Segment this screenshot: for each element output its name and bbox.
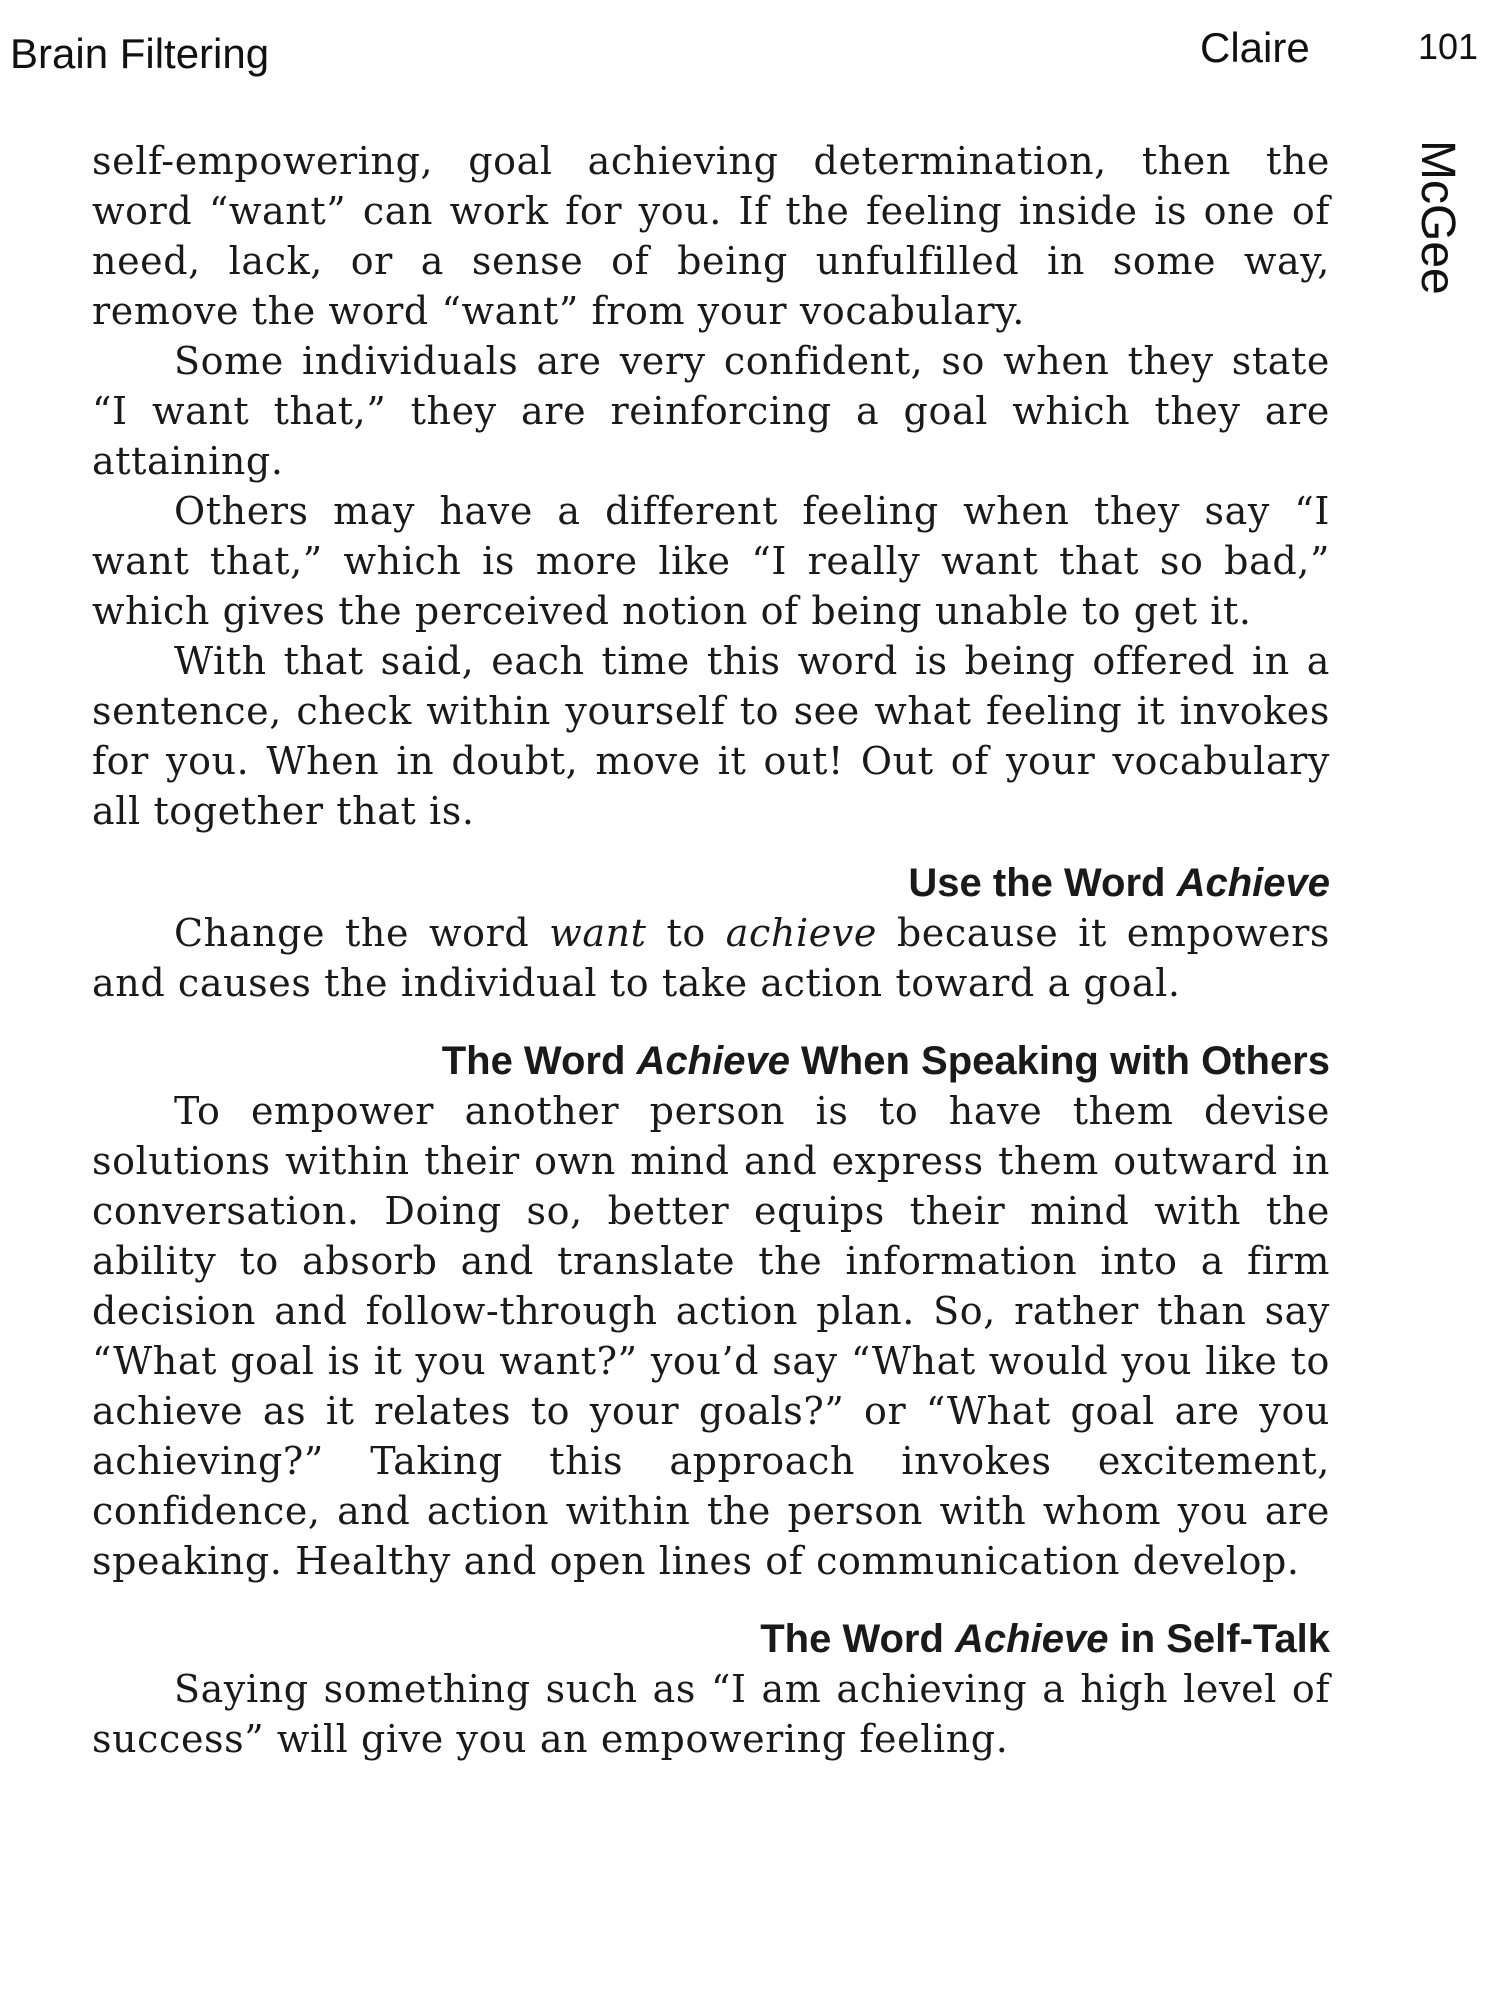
heading-text: Use the Word (908, 861, 1177, 905)
paragraph-text: to (646, 911, 726, 955)
heading-text: in Self-Talk (1108, 1617, 1330, 1661)
paragraph: With that said, each time this word is being offered in a sentence, check within yourself to see what feeling it invokes for you. When in doubt, move it out! Out of your vocabulary all together that is. (92, 639, 1330, 833)
paragraph: Others may have a different feeling when they say “I want that,” which is more like “I really want that so bad,” which gives the perceived notion of being unable to get it. (92, 489, 1330, 633)
heading-emphasis: Achieve (1176, 861, 1330, 905)
section-heading-self-talk (92, 1614, 1330, 1664)
paragraph (92, 908, 1330, 1008)
paragraph: Some individuals are very confident, so when they state “I want that,” they are reinforcing a goal which they are attaining. (92, 339, 1330, 483)
paragraph-text: because it empowers and causes the individual to take action toward a goal. (92, 911, 1330, 1005)
emphasis-word: achieve (725, 911, 877, 955)
heading-emphasis: Achieve (955, 1617, 1109, 1661)
heading-text: The Word (441, 1039, 637, 1083)
section-heading-use-achieve (92, 858, 1330, 908)
section-heading-speaking-with-others (92, 1036, 1330, 1086)
side-tab-author: McGee (1411, 140, 1464, 295)
paragraph: To empower another person is to have them devise solutions within their own mind and express them outward in conversation. Doing so, better equips their mind with the ability to absorb and translate the information into a firm decision and follow-through action plan. So, rather than say “What goal is it you want?” you’d say “What would you like to achieve as it relates to your goals?” or “What goal are you achieving?” Taking this approach invokes excitement, confidence, and action within the person with whom you are speaking. Healthy and open lines of communication develop. (92, 1089, 1330, 1583)
running-head-author: Claire (1200, 24, 1310, 71)
emphasis-word: want (549, 911, 647, 955)
heading-text: The Word (760, 1617, 956, 1661)
page-number: 101 (1418, 26, 1479, 67)
paragraph-text: Change the word (174, 911, 550, 955)
paragraph: self-empowering, goal achieving determination, then the word “want” can work for you. If the feeling inside is one of need, lack, or a sense of being unfulfilled in some way, remove the word “want” from your vocabulary. (92, 139, 1330, 333)
heading-emphasis: Achieve (636, 1039, 790, 1083)
page-body (92, 136, 1330, 1764)
heading-text: When Speaking with Others (789, 1039, 1330, 1083)
paragraph: Saying something such as “I am achieving a high level of success” will give you an empowering feeling. (92, 1667, 1330, 1761)
running-head-title: Brain Filtering (10, 30, 270, 77)
